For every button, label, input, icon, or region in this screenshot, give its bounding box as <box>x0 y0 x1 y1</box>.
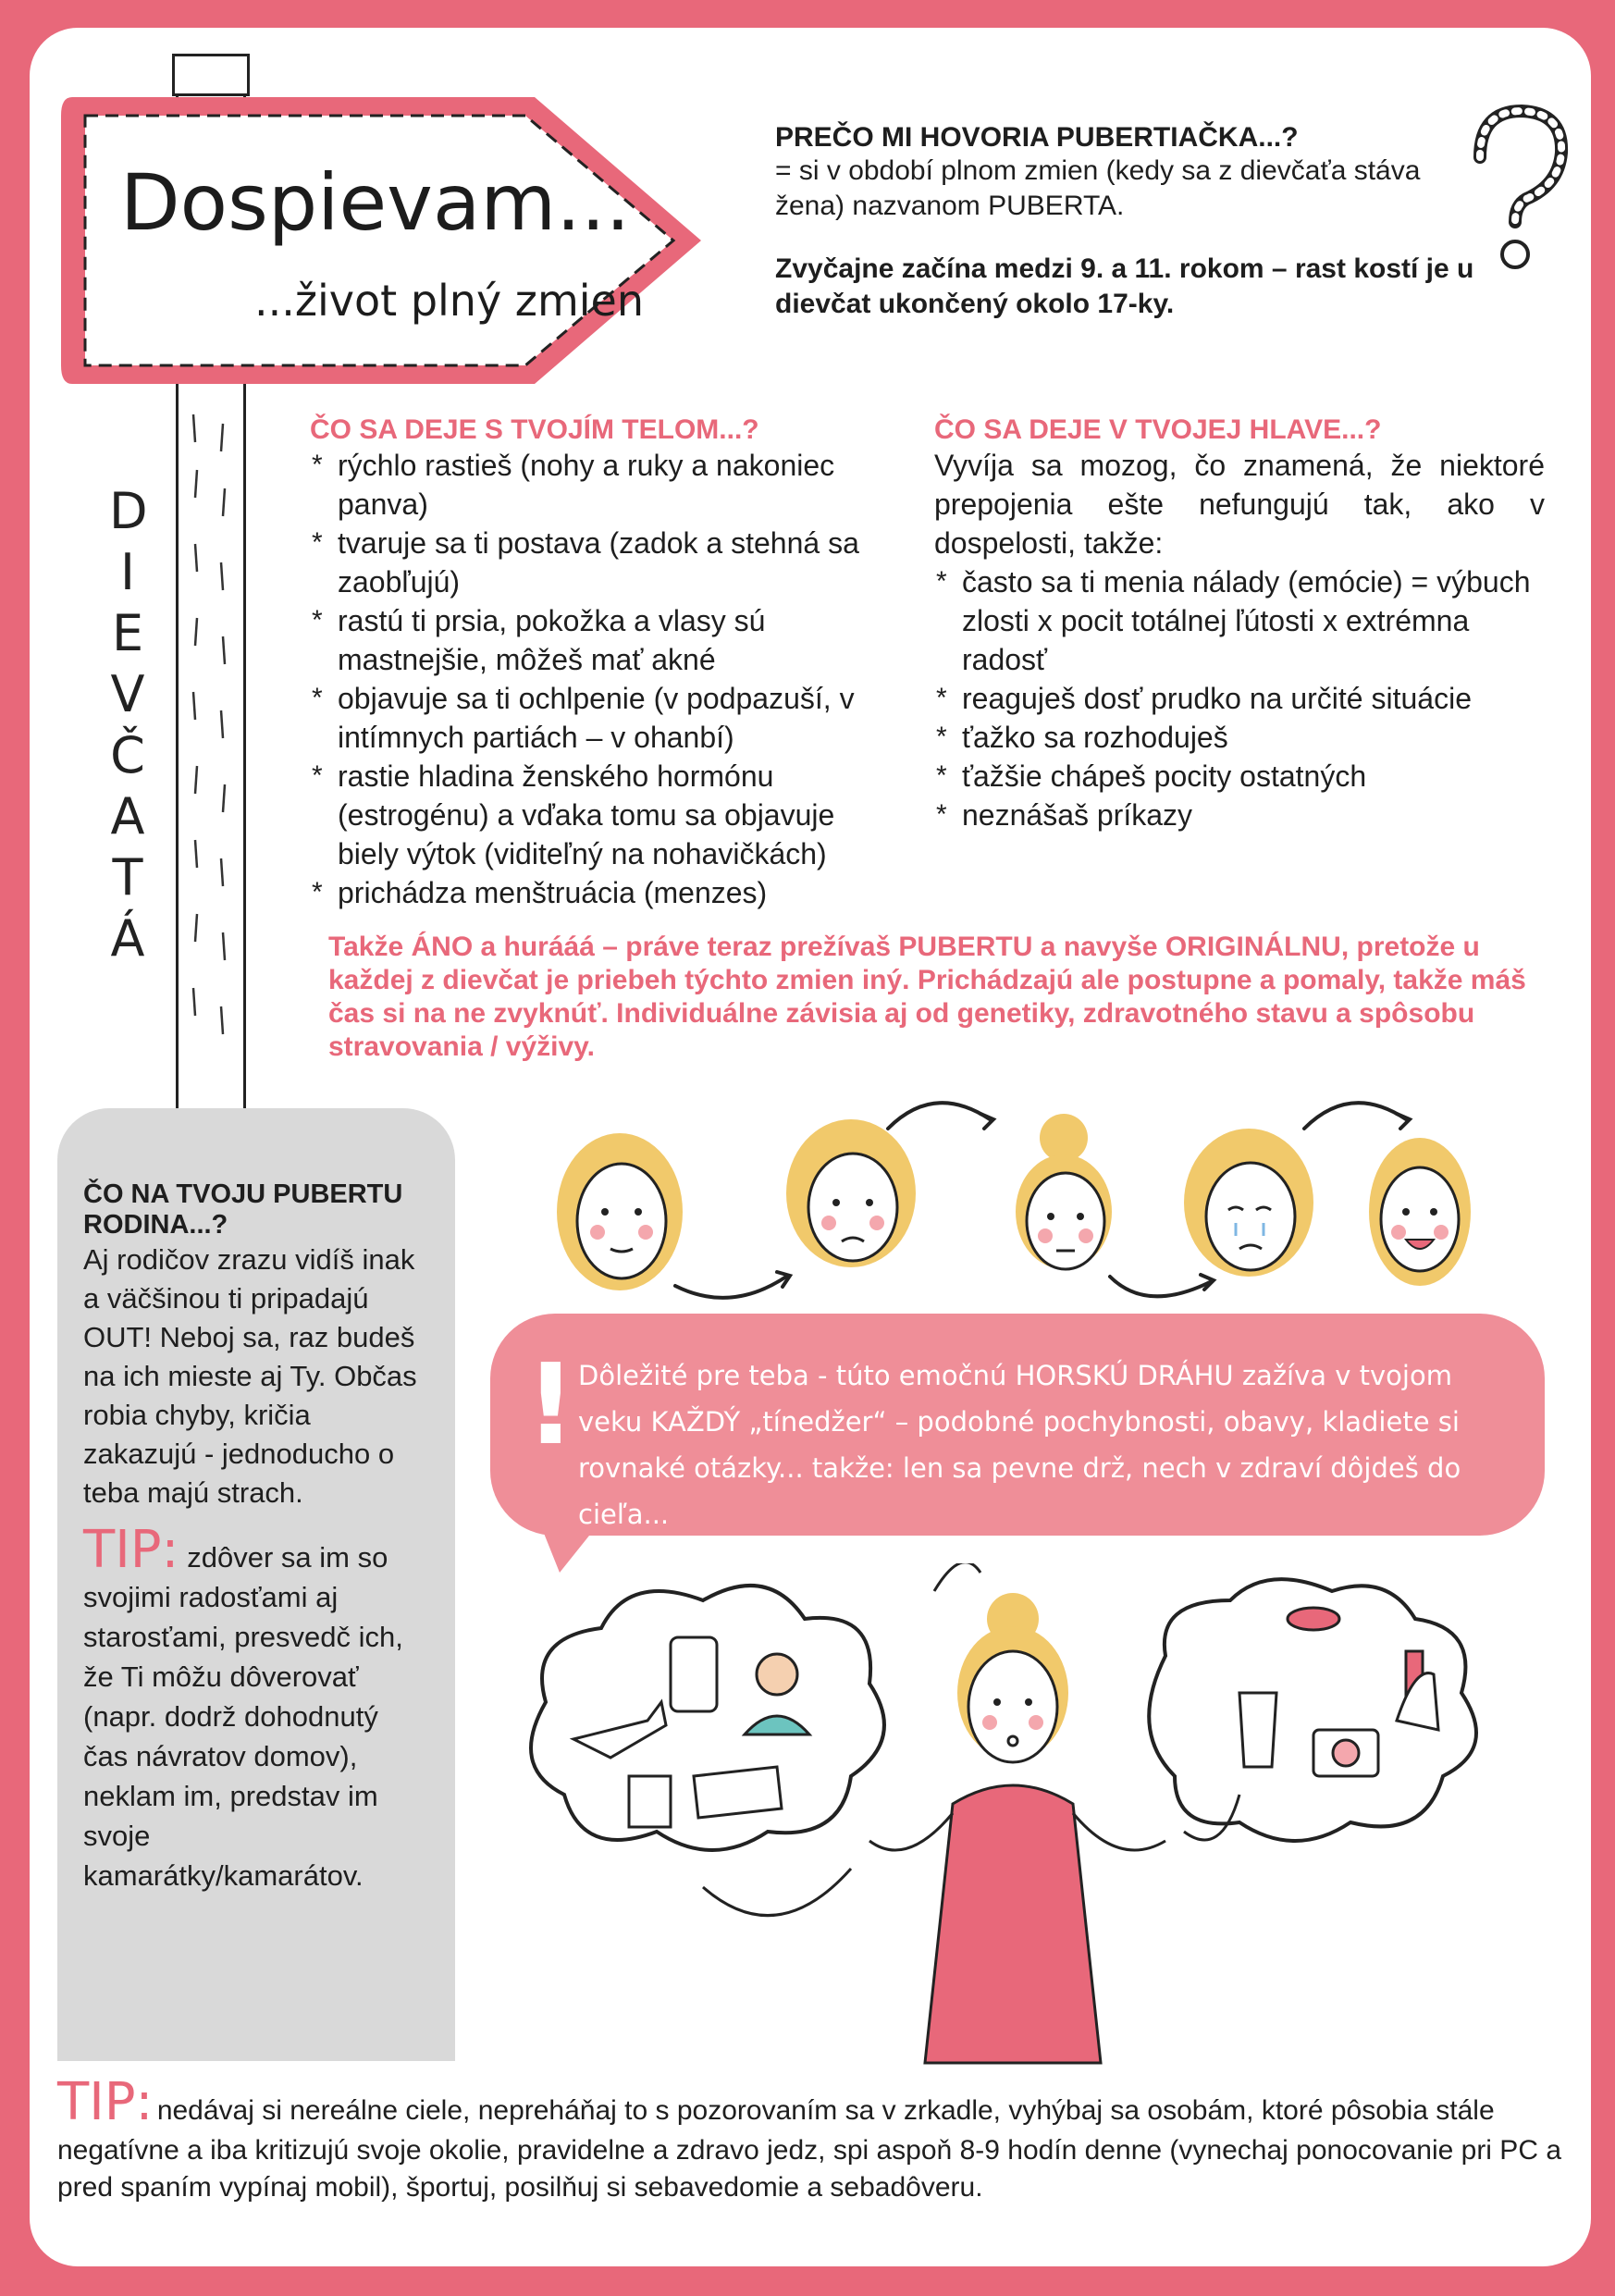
side-letter: I <box>120 543 135 601</box>
head-list <box>934 562 1545 834</box>
list-item: * tvaruje sa ti postava (zadok a stehná sa zaobľujú) <box>310 524 883 601</box>
page-subtitle: ...život plný zmien <box>254 276 644 326</box>
book-icon <box>629 1776 671 1827</box>
list-item: * neznášaš príkazy <box>934 796 1545 834</box>
body-heading: ČO SA DEJE S TVOJÍM TELOM...? <box>310 414 759 445</box>
list-item: * ťažko sa rozhoduješ <box>934 718 1545 757</box>
list-item: * prichádza menštruácia (menzes) <box>310 873 883 912</box>
intro-start: Zvyčajne začína medzi 9. a 11. rokom – rast kostí je u dievčat ukončený okolo 17-ky. <box>775 253 1474 319</box>
head-heading: ČO SA DEJE V TVOJEJ HLAVE...? <box>934 414 1382 445</box>
face-5 <box>1369 1138 1471 1286</box>
vertical-label <box>109 481 146 969</box>
list-item: * často sa ti menia nálady (emócie) = výbuch zlosti x pocit totálnej ľútosti x extrémna radosť <box>934 562 1545 679</box>
side-letter: E <box>111 604 144 662</box>
intro-block <box>775 122 1478 322</box>
head-section <box>934 414 1545 834</box>
family-tip-text: zdôver sa im so svojimi radosťami aj starosťami, presvedč ich, že Ti môžu dôverovať (napr. dodrž dohodnutý čas návratov domov), neklam im, predstav im svoje kamarátky/kamarátov. <box>83 1541 403 1892</box>
body-list <box>310 446 883 912</box>
list-item: * rýchlo rastieš (nohy a ruky a nakoniec panva) <box>310 446 883 524</box>
head-intro: Vyvíja sa mozog, čo znamená, že niektoré prepojenia ešte nefungujú tak, ako v dospelosti, takže: <box>934 449 1545 560</box>
bottom-tip <box>57 2072 1574 2206</box>
face-2 <box>786 1119 916 1267</box>
envelope-icon <box>694 1767 782 1818</box>
side-letter: V <box>110 665 145 723</box>
list-item: * reaguješ dosť prudko na určité situácie <box>934 679 1545 718</box>
side-letter: A <box>110 787 145 846</box>
phone-icon <box>671 1637 717 1711</box>
list-item: * rastie hladina ženského hormónu (estrogénu) a vďaka tomu sa objavuje biely výtok (viditeľný na nohavičkách) <box>310 757 883 873</box>
swimsuit-icon <box>1239 1693 1276 1767</box>
intro-text: = si v období plnom zmien (kedy sa z dievčaťa stáva žena) nazvanom PUBERTA. <box>775 155 1421 221</box>
side-letter: D <box>109 482 148 540</box>
bottom-tip-text: nedávaj si nereálne ciele, nepreháňaj to s pozorovaním sa v zrkadle, vyhýbaj sa osobám, ktoré pôsobia stále negatívne a iba kritizujú svoje okolie, pravidelne a zdravo jedz, spi aspoň 8-9 hodín denne (vynechaj ponocovanie pri PC a pred spaním vypínaj mobil), športuj, posilňuj si sebavedomie a sebadôveru. <box>57 2095 1562 2203</box>
face-4 <box>1184 1129 1313 1277</box>
tip-label: TIP: <box>83 1520 179 1580</box>
intro-heading: PREČO MI HOVORIA PUBERTIAČKA...? <box>775 122 1299 153</box>
page-title: Dospievam... <box>120 157 631 248</box>
face-3 <box>1016 1114 1112 1269</box>
list-item: * rastú ti prsia, pokožka a vlasy sú mastnejšie, môžeš mať akné <box>310 601 883 679</box>
thoughts-illustration <box>499 1563 1554 2081</box>
side-letter: Č <box>110 726 145 784</box>
summary-text: Takže ÁNO a hurááá – práve teraz prežívaš PUBERTU a navyše ORIGINÁLNU, pretože u každej z dievčat je priebeh týchto zmien iný. Prichádzajú ale postupne a pomaly, takže máš čas si na ne zvyknúť. Individuálne závisia aj od genetiky, zdravotného stavu a spôsobu stravovania / výživy. <box>328 932 1526 1062</box>
camera-icon <box>1313 1730 1378 1776</box>
important-text: Dôležité pre teba - túto emočnú HORSKÚ DRÁHU zažíva v tvojom veku KAŽDÝ „tínedžer“ – podobné pochybnosti, obavy, kladiete si rovnaké otázky... takže: len sa pevne drž, nech v zdraví dôjdeš do cieľa... <box>578 1360 1461 1530</box>
side-letter: T <box>112 848 143 907</box>
tip-label: TIP: <box>57 2072 154 2132</box>
family-tip <box>83 1520 425 1895</box>
lips-icon <box>1288 1608 1339 1630</box>
list-item: * objavuje sa ti ochlpenie (v podpazuší, v intímnych partiách – v ohanbí) <box>310 679 883 757</box>
family-heading: ČO NA TVOJU PUBERTU RODINA...? <box>83 1179 403 1240</box>
body-section <box>310 414 883 912</box>
side-letter: Á <box>110 909 145 968</box>
girl-figure <box>869 1593 1165 2063</box>
family-block <box>83 1179 425 1895</box>
family-text: Aj rodičov zrazu vidíš inak a väčšinou ti pripadajú OUT! Neboj sa, raz budeš na ich mieste aj Ty. Občas robia chyby, kričia zakazujú - jednoducho o teba majú strach. <box>83 1243 417 1509</box>
list-item: * ťažšie chápeš pocity ostatných <box>934 757 1545 796</box>
question-mark-icon <box>1461 102 1572 278</box>
face-1 <box>557 1133 683 1290</box>
exclamation-mark: ! <box>525 1341 576 1470</box>
emotion-faces <box>546 1073 1471 1314</box>
